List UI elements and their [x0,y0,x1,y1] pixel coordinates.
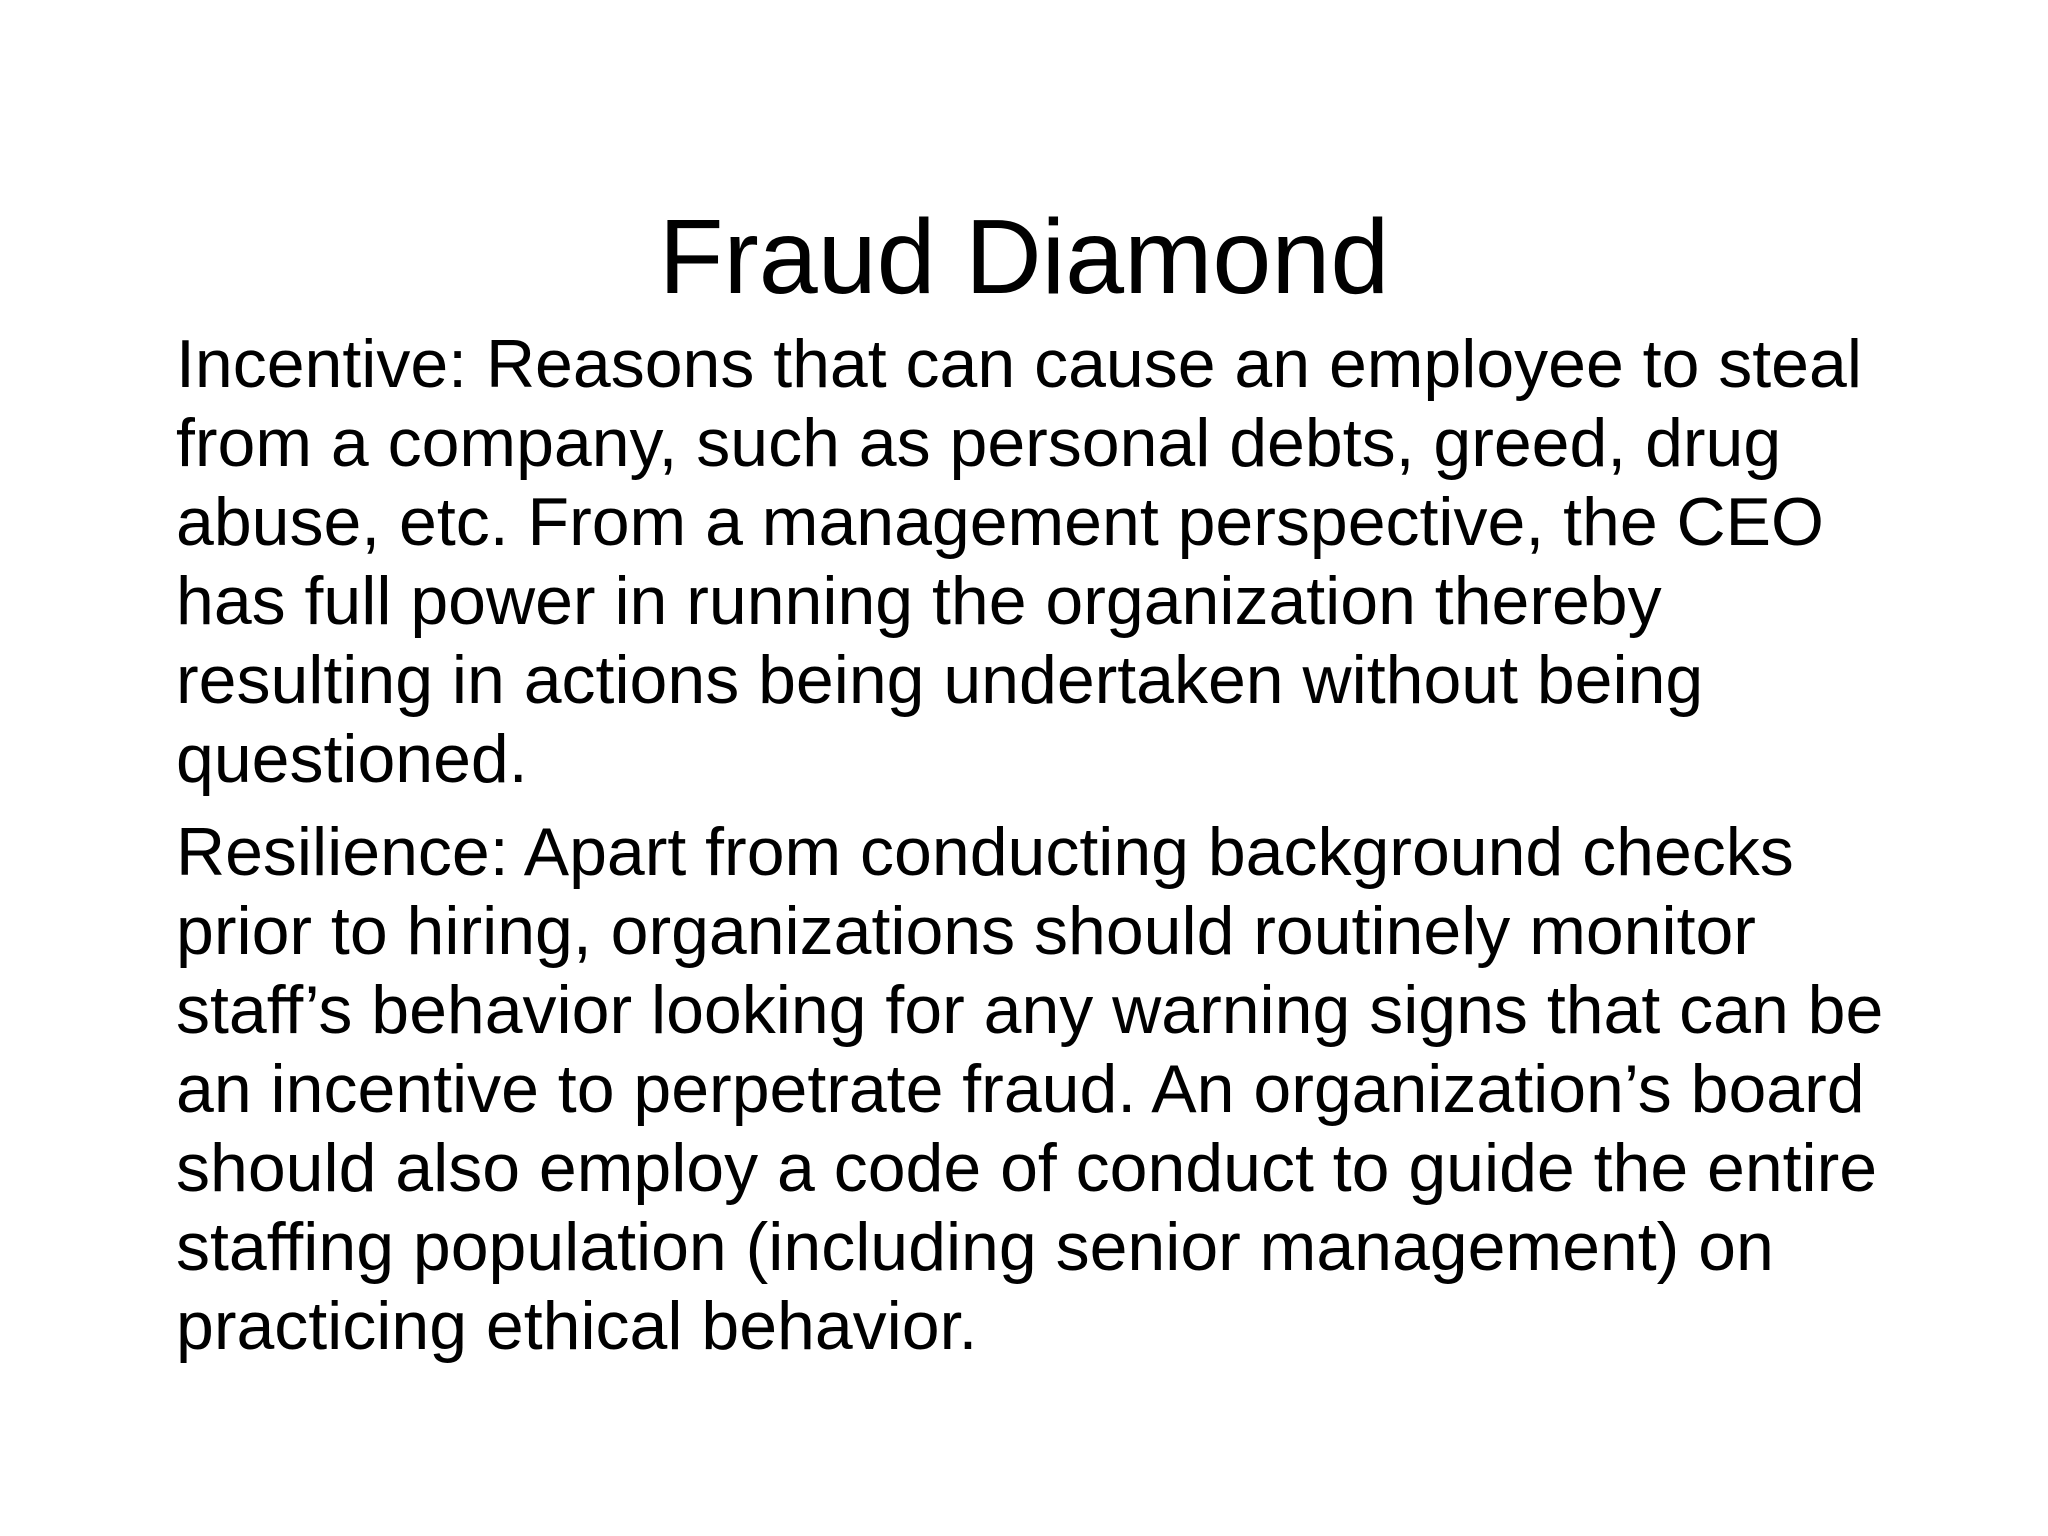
paragraph-resilience: Resilience: Apart from conducting background checks prior to hiring, organizations should routinely monitor staff’s behavior looking for any warning signs that can be an incentive to perpetrate fraud. An organization’s board should also employ a code of conduct to guide the entire staffing population (including senior management) on practicing ethical behavior. [176,814,1884,1364]
slide-title: Fraud Diamond [658,198,1390,316]
slide-body [176,325,1916,1380]
paragraph-incentive: Incentive: Reasons that can cause an employee to steal from a company, such as personal debts, greed, drug abuse, etc. From a management perspective, the CEO has full power in running the organization thereby resulting in actions being undertaken without being questioned. [176,326,1862,797]
